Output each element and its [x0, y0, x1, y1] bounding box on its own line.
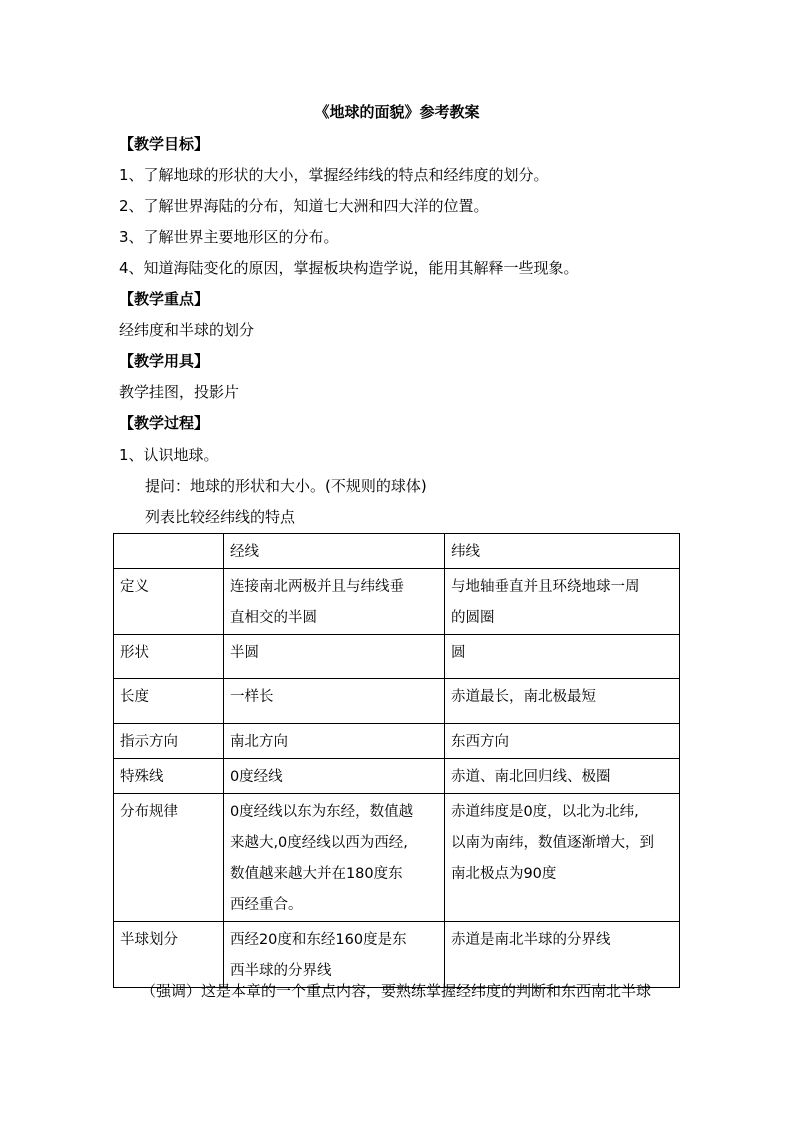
jingxian-cell — [223, 679, 444, 724]
emphasis-text: （强调）这是本章的一个重点内容，要熟练掌握经纬度的判断和东西南北半球 — [141, 982, 652, 1000]
row-label-cell: 长度 — [114, 679, 224, 724]
goal-item-1: 1、了解地球的形状的大小，掌握经纬线的特点和经纬度的划分。 — [119, 166, 549, 184]
table-header-row — [114, 534, 680, 569]
goal-item-3: 3、了解世界主要地形区的分布。 — [119, 228, 339, 246]
cell-line: 西经重合。 — [229, 897, 303, 913]
jingxian-cell — [223, 724, 444, 759]
cell-line: 赤道、南北回归线、极圈 — [450, 769, 611, 785]
weixian-cell — [444, 635, 679, 679]
heading-focus: 【教学重点】 — [119, 290, 210, 308]
cell-line: 赤道最长，南北极最短 — [450, 689, 596, 705]
cell-line: 直相交的半圆 — [229, 610, 317, 626]
header-cell-jingxian: 经线 — [223, 534, 444, 569]
row-label-cell: 分布规律 — [114, 794, 224, 922]
cell-line: 赤道纬度是0度，以北为北纬, — [450, 804, 639, 820]
cell-line: 西半球的分界线 — [229, 963, 332, 979]
jingxian-cell — [223, 794, 444, 922]
weixian-cell — [444, 794, 679, 922]
cell-line: 连接南北两极并且与纬线垂 — [229, 579, 404, 595]
weixian-cell — [444, 759, 679, 794]
comparison-table — [113, 533, 680, 988]
cell-line: 圆 — [450, 645, 466, 661]
table-row — [114, 794, 680, 922]
cell-line: 与地轴垂直并且环绕地球一周 — [450, 579, 640, 595]
header-cell-weixian: 纬线 — [444, 534, 679, 569]
process-step-1: 1、认识地球。 — [119, 446, 219, 464]
tools-text: 教学挂图，投影片 — [119, 383, 240, 401]
question-text: 提问：地球的形状和大小。(不规则的球体) — [145, 477, 427, 495]
cell-line: 赤道是南北半球的分界线 — [450, 932, 611, 948]
header-cell-blank — [114, 534, 224, 569]
table-row — [114, 724, 680, 759]
table-row — [114, 569, 680, 635]
jingxian-cell — [223, 759, 444, 794]
weixian-cell — [444, 724, 679, 759]
cell-line: 南北方向 — [229, 734, 288, 750]
cell-line: 的圆圈 — [450, 610, 495, 626]
row-label-cell: 半球划分 — [114, 922, 224, 988]
table-row — [114, 635, 680, 679]
cell-line: 半圆 — [229, 645, 259, 661]
cell-line: 数值越来越大并在180度东 — [229, 866, 403, 882]
table-intro: 列表比较经纬线的特点 — [145, 508, 296, 526]
jingxian-cell — [223, 635, 444, 679]
cell-line: 来越大,0度经线以西为西经, — [229, 835, 408, 851]
table-body — [114, 569, 680, 988]
jingxian-cell — [223, 922, 444, 988]
jingxian-cell — [223, 569, 444, 635]
row-label-cell: 形状 — [114, 635, 224, 679]
weixian-cell — [444, 569, 679, 635]
row-label-cell: 特殊线 — [114, 759, 224, 794]
goal-item-2: 2、了解世界海陆的分布，知道七大洲和四大洋的位置。 — [119, 197, 489, 215]
weixian-cell — [444, 922, 679, 988]
row-label-cell: 定义 — [114, 569, 224, 635]
cell-line: 南北极点为90度 — [450, 866, 557, 882]
heading-goals: 【教学目标】 — [119, 135, 210, 153]
document-title: 《地球的面貌》参考教案 — [314, 103, 480, 121]
goal-item-4: 4、知道海陆变化的原因，掌握板块构造学说，能用其解释一些现象。 — [119, 259, 579, 277]
cell-line: 以南为南纬，数值逐渐增大，到 — [450, 835, 654, 851]
cell-line: 0度经线以东为东经，数值越 — [229, 804, 414, 820]
focus-text: 经纬度和半球的划分 — [119, 321, 255, 339]
cell-line: 一样长 — [229, 689, 274, 705]
cell-line: 西经20度和东经160度是东 — [229, 932, 407, 948]
table-row — [114, 679, 680, 724]
weixian-cell — [444, 679, 679, 724]
table-row — [114, 922, 680, 988]
heading-process: 【教学过程】 — [119, 414, 210, 432]
row-label-cell: 指示方向 — [114, 724, 224, 759]
cell-line: 0度经线 — [229, 769, 283, 785]
cell-line: 东西方向 — [450, 734, 509, 750]
table-row — [114, 759, 680, 794]
heading-tools: 【教学用具】 — [119, 352, 210, 370]
